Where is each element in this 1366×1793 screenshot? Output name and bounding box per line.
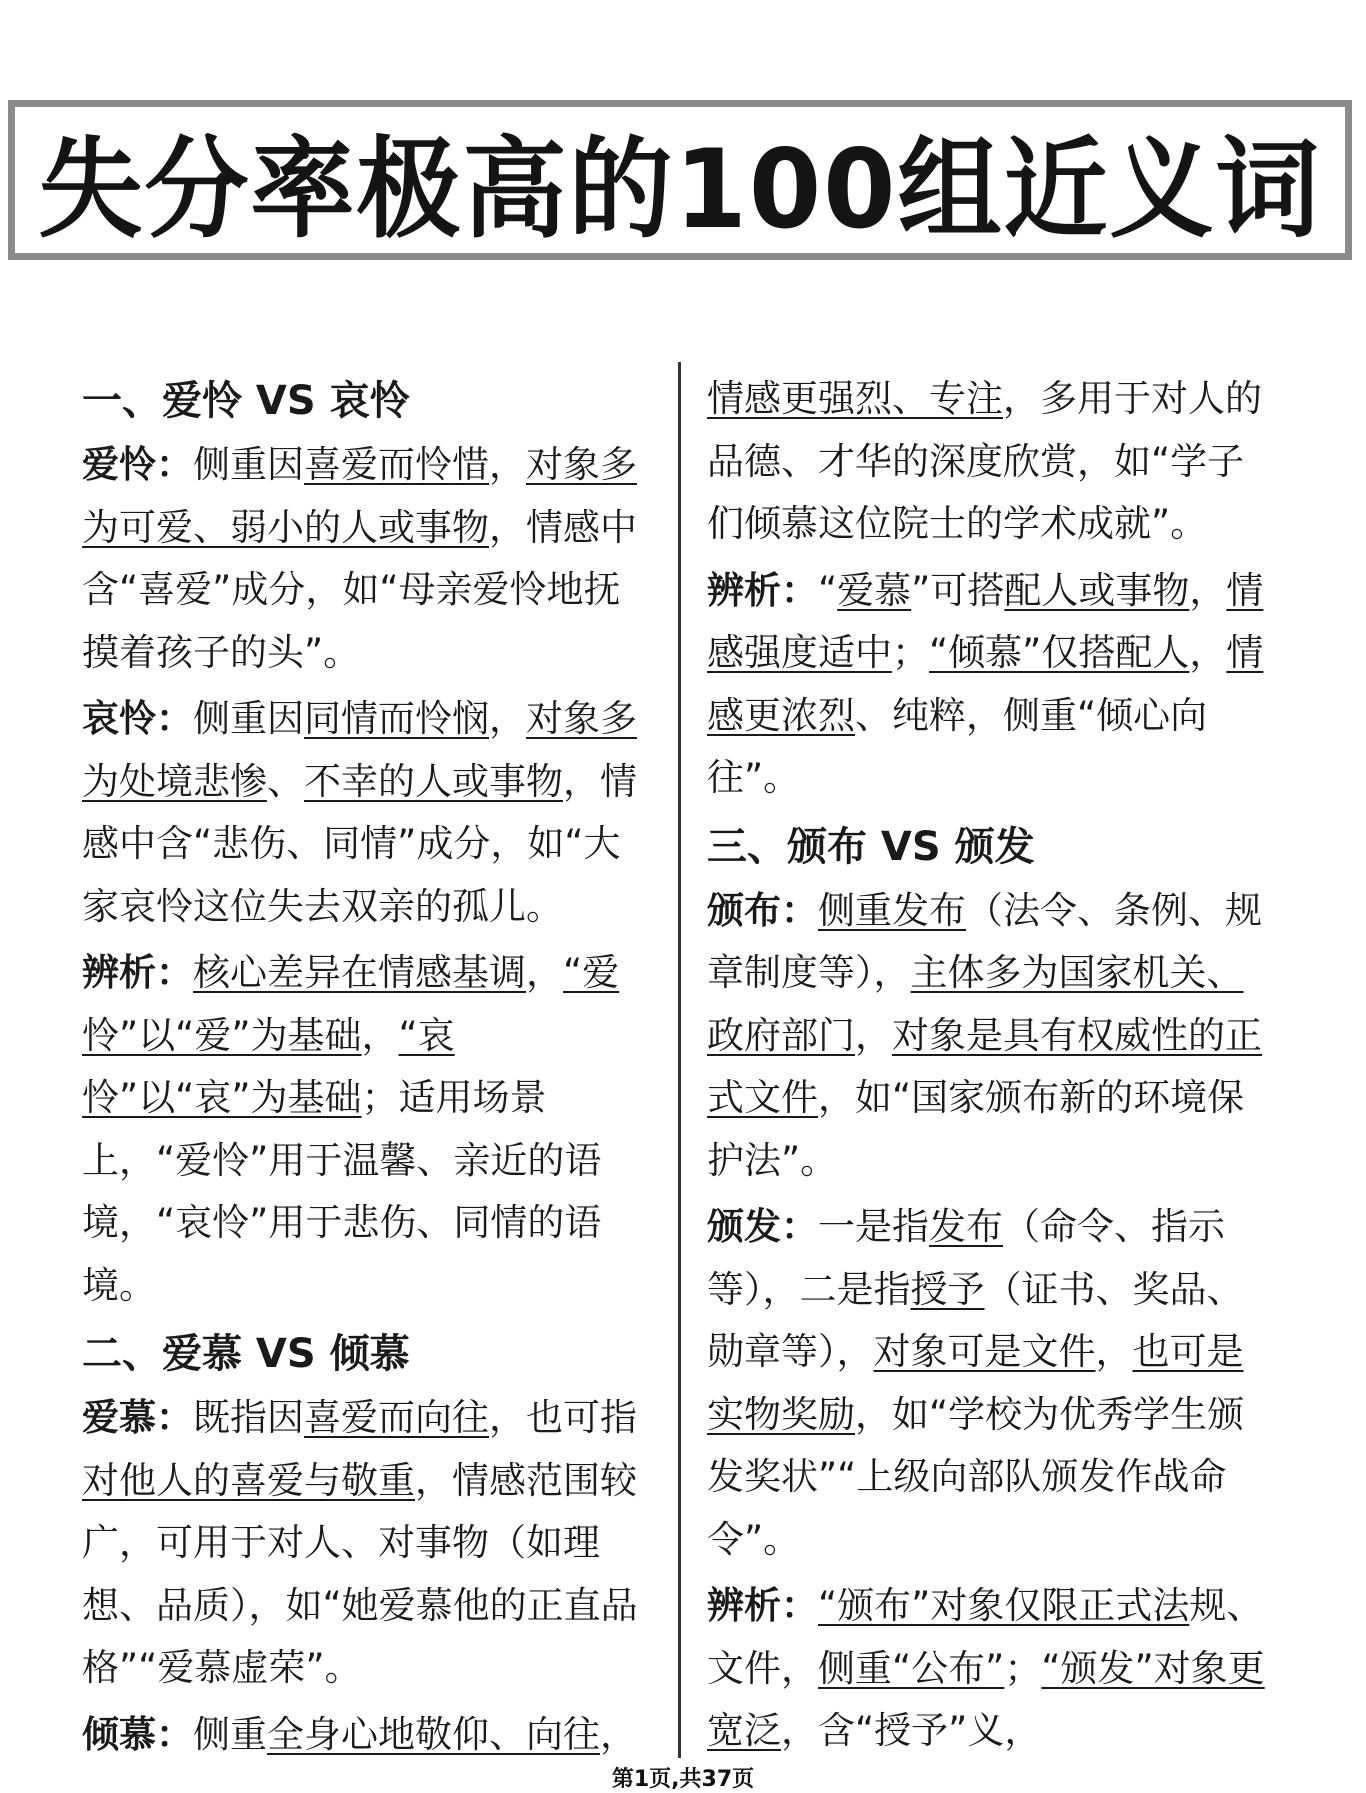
- term-label: 颁发：: [707, 1205, 818, 1248]
- section-heading-1: 一、爱怜 VS 哀怜: [82, 378, 410, 424]
- underlined-text: 授予: [910, 1267, 985, 1311]
- underlined-text: “倾慕”仅搭配人: [929, 631, 1190, 674]
- underlined-text: 情感更浓烈: [707, 631, 1264, 737]
- paragraph-aimu: [82, 1387, 642, 1700]
- term-label: 倾慕：: [82, 1712, 193, 1756]
- term-label: 爱怜：: [82, 443, 193, 486]
- text: ，: [489, 443, 526, 486]
- text: ，: [361, 1013, 399, 1057]
- text: ，情感范围较广，可用于对人、对事物（如理想、品质），如“她爱慕他的正直品格”“爱慕虚荣”。: [82, 1458, 638, 1689]
- text: ，: [1189, 631, 1227, 674]
- underlined-text: 爱慕: [837, 568, 912, 612]
- text: ，: [1095, 1330, 1133, 1373]
- text: ，如“学校为优秀学生颁发奖状”“上级向部队颁发作战命令”。: [707, 1392, 1245, 1561]
- underlined-text: 核心差异在情感基调: [193, 951, 526, 994]
- text: （命令、指示等），二是指: [707, 1205, 1225, 1311]
- left-column: [82, 368, 642, 1770]
- underlined-text: 侧重发布: [818, 888, 966, 932]
- title-box: [8, 100, 1352, 260]
- term-label: 辨析：: [707, 568, 818, 612]
- text: ，: [855, 1013, 892, 1057]
- column-divider: [678, 362, 681, 1758]
- text: ，多用于对人的品德、才华的深度欣赏，如“学子们倾慕这位院士的学术成就”。: [707, 377, 1262, 545]
- underlined-text: 对他人的喜爱与敬重: [82, 1458, 415, 1502]
- underlined-text: “颁发”对象更宽泛: [707, 1646, 1265, 1752]
- underlined-text: 全身心地敬仰、向往: [267, 1712, 600, 1756]
- text: 规、文件，: [707, 1584, 1264, 1690]
- text: 侧重因: [193, 697, 304, 740]
- term-label: 辨析：: [707, 1584, 818, 1627]
- text: ；适用场景上，“爱怜”用于温馨、亲近的语境，“哀怜”用于悲伤、同情的语境。: [82, 1076, 602, 1307]
- page-footer: 第1页,共37页: [611, 1767, 755, 1792]
- underlined-text: 侧重“公布”: [818, 1646, 1005, 1690]
- text: “: [818, 568, 838, 612]
- text: ，情感中含“悲伤、同情”成分，如“大家哀怜这位失去双亲的孤儿。: [82, 759, 637, 928]
- text: 一是指: [818, 1205, 929, 1248]
- underlined-text: 对象多为可爱、弱小的人或事物: [82, 443, 637, 549]
- paragraph-ailian: [82, 434, 642, 684]
- underlined-text: 情感更强烈、专注: [707, 377, 1003, 420]
- underlined-text: 喜爱而向往: [304, 1396, 489, 1439]
- text: ”可搭: [911, 568, 1005, 612]
- underlined-text: 对象可是文件: [873, 1330, 1096, 1373]
- underlined-text: “哀怜”以“哀”为基础: [82, 1013, 455, 1119]
- term-label: 颁布：: [707, 888, 818, 932]
- text: ，如“国家颁布新的环境保护法”。: [707, 1076, 1245, 1182]
- underlined-text: 喜爱而怜惜: [304, 443, 489, 486]
- text: ，含“授予”义，: [781, 1709, 1042, 1752]
- paragraph-banbu: [707, 880, 1267, 1193]
- text: 侧重因: [193, 443, 304, 486]
- underlined-text: 不幸的人或事物: [304, 759, 563, 803]
- paragraph-qingmu-cont: [707, 368, 1267, 556]
- paragraph-analysis-1: [82, 942, 642, 1317]
- term-label: 辨析：: [82, 951, 193, 994]
- text: （证书、奖品、勋章等），: [707, 1267, 1244, 1373]
- text: 侧重: [193, 1712, 267, 1756]
- text: ；: [1004, 1646, 1042, 1690]
- text: ，: [526, 951, 563, 994]
- underlined-text: “颁布”对象仅限正式法: [818, 1584, 1190, 1627]
- section-heading-3: 三、颁布 VS 颁发: [707, 823, 1035, 870]
- text: ；: [892, 631, 929, 674]
- text: （法令、条例、规章制度等），: [707, 888, 1262, 994]
- text: 、: [267, 759, 304, 803]
- underlined-text: 同情而怜悯: [304, 697, 489, 740]
- term-label: 爱慕：: [82, 1396, 193, 1439]
- paragraph-analysis-3: [707, 1575, 1267, 1763]
- underlined-text: 对象多为处境悲惨: [82, 697, 637, 803]
- text: ，情感中含“喜爱”成分，如“母亲爱怜地抚摸着孩子的头”。: [82, 505, 637, 674]
- paragraph-analysis-2: [707, 560, 1267, 810]
- text: ，: [1189, 568, 1227, 612]
- text: ，: [600, 1712, 637, 1756]
- paragraph-ailian-2: [82, 688, 642, 938]
- section-heading-2: 二、爱慕 VS 倾慕: [82, 1331, 410, 1377]
- term-label: 哀怜：: [82, 697, 193, 740]
- text: ，也可指: [489, 1396, 637, 1439]
- paragraph-banfa: [707, 1196, 1267, 1571]
- text: 既指因: [193, 1396, 304, 1439]
- underlined-text: 情感强度适中: [707, 568, 1264, 674]
- underlined-text: 发布: [929, 1205, 1003, 1248]
- text: 、纯粹，侧重“倾心向往”。: [707, 693, 1208, 799]
- paragraph-qingmu-start: [82, 1704, 642, 1767]
- underlined-text: 对象是具有权威性的正式文件: [707, 1013, 1262, 1119]
- underlined-text: 配人或事物: [1004, 568, 1190, 612]
- underlined-text: 主体多为国家机关、政府部门: [707, 951, 1244, 1057]
- right-column: [707, 368, 1267, 1767]
- page-title: 失分率极高的100组近义词: [38, 125, 1322, 254]
- text: ，: [489, 697, 526, 740]
- underlined-text: 也可是实物奖励: [707, 1330, 1244, 1436]
- underlined-text: “爱怜”以“爱”为基础: [82, 951, 620, 1057]
